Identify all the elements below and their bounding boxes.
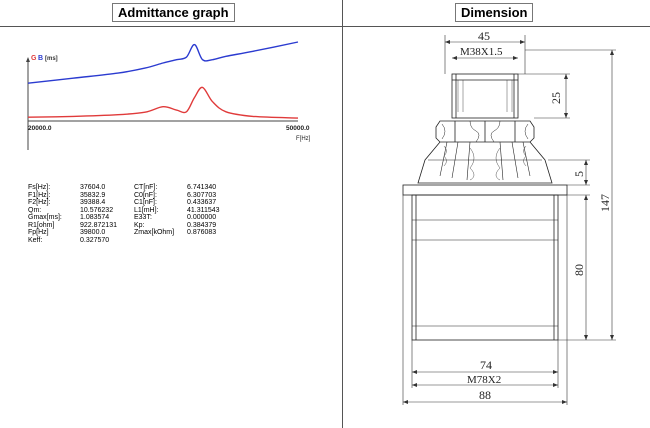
dim-top-thread: M38X1.5 xyxy=(460,46,503,58)
param-label: R1[ohm] xyxy=(28,221,55,229)
admittance-graph-title: Admittance graph xyxy=(112,3,235,22)
param-label: Zmax[kOhm] xyxy=(134,229,175,236)
b-series-line xyxy=(28,42,298,83)
param-label: F2[Hz]: xyxy=(28,199,51,206)
dimension-title: Dimension xyxy=(455,3,533,22)
conical-housing xyxy=(418,142,552,183)
dim-body-width: 74 xyxy=(480,358,492,372)
param-value: 0.384379 xyxy=(187,221,217,229)
param-label: Fp[Hz] xyxy=(28,229,49,236)
legend-g: G xyxy=(31,55,37,62)
param-value: 10.576232 xyxy=(80,206,114,214)
dim-body-height: 80 xyxy=(572,264,586,276)
dim-top-width: 45 xyxy=(478,29,490,43)
admittance-header-bar xyxy=(0,0,342,27)
sensor-body xyxy=(412,195,558,340)
dim-flange-gap: 5 xyxy=(572,171,586,177)
param-label: Kp: xyxy=(134,221,145,229)
param-label: L1[mH]: xyxy=(134,206,159,214)
param-value: 1.083574 xyxy=(80,214,110,221)
param-value: 37604.0 xyxy=(80,184,106,191)
param-value: 0.876083 xyxy=(187,229,217,236)
param-value: 41.311543 xyxy=(187,206,220,214)
dim-total-height: 147 xyxy=(598,194,612,212)
top-cap xyxy=(452,74,518,118)
dimension-drawing xyxy=(343,27,650,428)
param-value: 0.327570 xyxy=(80,236,110,244)
param-row xyxy=(28,199,242,207)
param-row xyxy=(28,207,242,215)
param-row xyxy=(28,184,242,192)
param-label: E33T: xyxy=(134,214,152,221)
param-value: 0.433637 xyxy=(187,199,217,206)
dim-bottom-thread: M78X2 xyxy=(467,374,502,386)
dimension-header-bar xyxy=(343,0,650,27)
x-axis-unit: F[Hz] xyxy=(296,136,311,142)
param-label: Fs[Hz]: xyxy=(28,184,51,191)
param-label: Keff: xyxy=(28,236,43,244)
param-label: C1[nF]: xyxy=(134,199,157,206)
param-label: C0[nF]: xyxy=(134,191,157,199)
param-label: F1[Hz]: xyxy=(28,191,51,199)
param-value: 39388.4 xyxy=(80,199,106,206)
legend-unit: [ms] xyxy=(45,56,58,62)
param-value: 35832.9 xyxy=(80,191,106,199)
param-value: 39800.0 xyxy=(80,229,106,236)
legend-b: B xyxy=(38,55,44,62)
param-label: Qm: xyxy=(28,206,42,214)
param-row xyxy=(28,192,242,200)
param-value: 922.872131 xyxy=(80,221,117,229)
g-series-line xyxy=(28,87,298,118)
param-row xyxy=(28,229,242,237)
x-tick-end: 50000.0 xyxy=(286,125,310,132)
y-axis-arrow-icon xyxy=(26,57,30,62)
dim-overall-width: 88 xyxy=(479,388,491,402)
param-label: CT[nF]: xyxy=(134,184,158,191)
param-value: 0.000000 xyxy=(187,214,217,221)
admittance-chart xyxy=(0,27,342,207)
param-value: 6.307703 xyxy=(187,191,217,199)
param-value: 6.741340 xyxy=(187,184,217,191)
param-label: Gmax[ms]: xyxy=(28,214,62,221)
dim-cap-height: 25 xyxy=(549,92,563,104)
parameter-table xyxy=(28,184,242,244)
flange xyxy=(403,185,567,195)
param-row xyxy=(28,237,242,245)
param-row xyxy=(28,214,242,222)
param-row xyxy=(28,222,242,230)
x-tick-start: 20000.0 xyxy=(28,125,52,132)
